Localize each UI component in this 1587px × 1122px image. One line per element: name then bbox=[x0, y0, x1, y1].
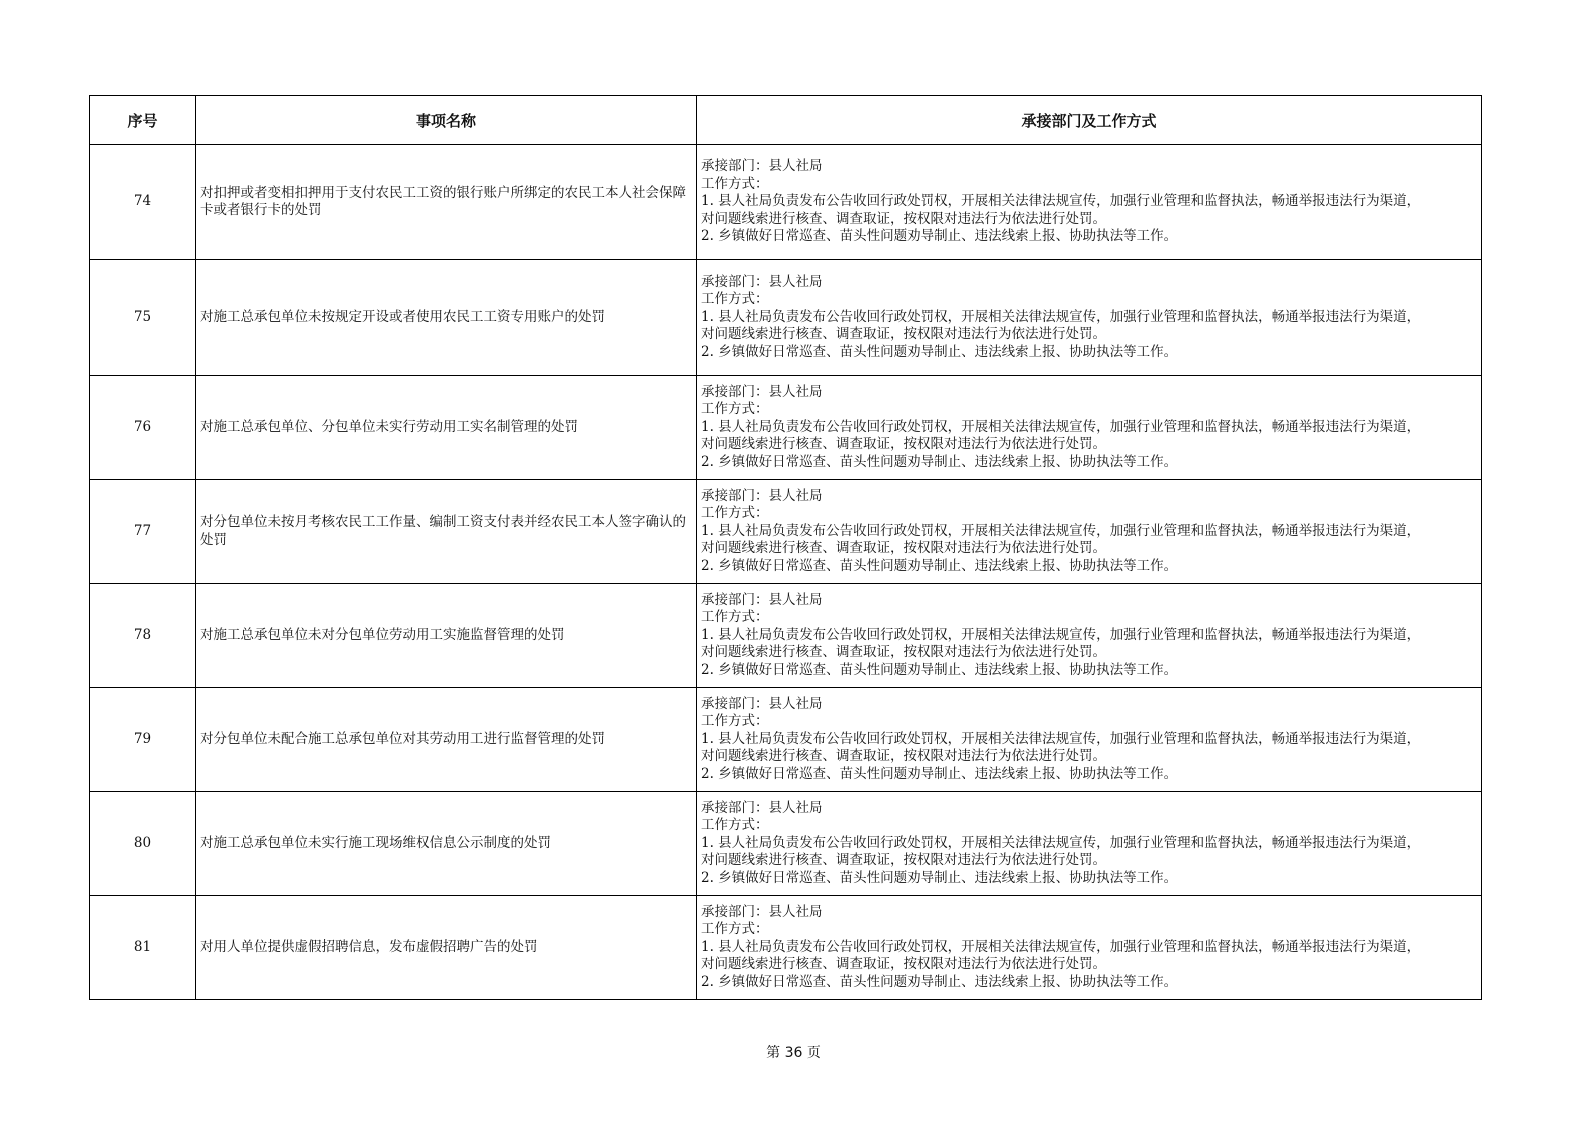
method-label: 工作方式： bbox=[701, 921, 769, 938]
row-matter-name: 对施工总承包单位未实行施工现场维权信息公示制度的处罚 bbox=[196, 792, 697, 896]
method-item-1b: 对问题线索进行核查、调查取证，按权限对违法行为依法进行处罚。 bbox=[701, 852, 1106, 869]
row-dept-method bbox=[697, 376, 1482, 480]
method-item-1a: 1. 县人社局负责发布公告收回行政处罚权，开展相关法律法规宣传，加强行业管理和监督执法，畅通举报违法行为渠道， bbox=[701, 193, 1421, 210]
method-item-2: 2. 乡镇做好日常巡查、苗头性问题劝导制止、违法线索上报、协助执法等工作。 bbox=[701, 765, 1178, 782]
method-item-2: 2. 乡镇做好日常巡查、苗头性问题劝导制止、违法线索上报、协助执法等工作。 bbox=[701, 661, 1178, 678]
method-item-1a: 1. 县人社局负责发布公告收回行政处罚权，开展相关法律法规宣传，加强行业管理和监督执法，畅通举报违法行为渠道， bbox=[701, 834, 1421, 851]
method-item-2: 2. 乡镇做好日常巡查、苗头性问题劝导制止、违法线索上报、协助执法等工作。 bbox=[701, 557, 1178, 574]
row-dept-method bbox=[697, 688, 1482, 792]
table-row bbox=[90, 260, 1482, 376]
method-item-1a: 1. 县人社局负责发布公告收回行政处罚权，开展相关法律法规宣传，加强行业管理和监督执法，畅通举报违法行为渠道， bbox=[701, 730, 1421, 747]
table-row bbox=[90, 584, 1482, 688]
method-item-1b: 对问题线索进行核查、调查取证，按权限对违法行为依法进行处罚。 bbox=[701, 956, 1106, 973]
header-matter-name: 事项名称 bbox=[196, 96, 697, 145]
method-item-2: 2. 乡镇做好日常巡查、苗头性问题劝导制止、违法线索上报、协助执法等工作。 bbox=[701, 343, 1178, 360]
row-seq: 81 bbox=[90, 896, 196, 1000]
row-matter-name: 对施工总承包单位未对分包单位劳动用工实施监督管理的处罚 bbox=[196, 584, 697, 688]
row-matter-name: 对扣押或者变相扣押用于支付农民工工资的银行账户所绑定的农民工本人社会保障卡或者银行卡的处罚 bbox=[196, 145, 697, 260]
table-header-row bbox=[90, 96, 1482, 145]
dept-label: 承接部门：县人社局 bbox=[701, 383, 823, 400]
method-label: 工作方式： bbox=[701, 291, 769, 308]
row-seq: 80 bbox=[90, 792, 196, 896]
method-label: 工作方式： bbox=[701, 505, 769, 522]
method-item-1a: 1. 县人社局负责发布公告收回行政处罚权，开展相关法律法规宣传，加强行业管理和监督执法，畅通举报违法行为渠道， bbox=[701, 308, 1421, 325]
row-seq: 79 bbox=[90, 688, 196, 792]
table-row bbox=[90, 896, 1482, 1000]
row-matter-name: 对施工总承包单位未按规定开设或者使用农民工工资专用账户的处罚 bbox=[196, 260, 697, 376]
row-dept-method bbox=[697, 584, 1482, 688]
dept-label: 承接部门：县人社局 bbox=[701, 695, 823, 712]
method-item-1a: 1. 县人社局负责发布公告收回行政处罚权，开展相关法律法规宣传，加强行业管理和监督执法，畅通举报违法行为渠道， bbox=[701, 418, 1421, 435]
row-matter-name: 对用人单位提供虚假招聘信息，发布虚假招聘广告的处罚 bbox=[196, 896, 697, 1000]
method-item-1b: 对问题线索进行核查、调查取证，按权限对违法行为依法进行处罚。 bbox=[701, 326, 1106, 343]
header-seq: 序号 bbox=[90, 96, 196, 145]
method-label: 工作方式： bbox=[701, 609, 769, 626]
table-row bbox=[90, 480, 1482, 584]
dept-label: 承接部门：县人社局 bbox=[701, 591, 823, 608]
method-label: 工作方式： bbox=[701, 401, 769, 418]
method-item-1a: 1. 县人社局负责发布公告收回行政处罚权，开展相关法律法规宣传，加强行业管理和监督执法，畅通举报违法行为渠道， bbox=[701, 938, 1421, 955]
method-label: 工作方式： bbox=[701, 175, 769, 192]
dept-label: 承接部门：县人社局 bbox=[701, 487, 823, 504]
dept-label: 承接部门：县人社局 bbox=[701, 158, 823, 175]
table-row bbox=[90, 376, 1482, 480]
method-label: 工作方式： bbox=[701, 713, 769, 730]
method-item-2: 2. 乡镇做好日常巡查、苗头性问题劝导制止、违法线索上报、协助执法等工作。 bbox=[701, 228, 1178, 245]
row-matter-name: 对分包单位未按月考核农民工工作量、编制工资支付表并经农民工本人签字确认的处罚 bbox=[196, 480, 697, 584]
row-matter-name: 对施工总承包单位、分包单位未实行劳动用工实名制管理的处罚 bbox=[196, 376, 697, 480]
table-row bbox=[90, 145, 1482, 260]
row-seq: 78 bbox=[90, 584, 196, 688]
row-seq: 75 bbox=[90, 260, 196, 376]
row-seq: 74 bbox=[90, 145, 196, 260]
page-number: 第 36 页 bbox=[766, 1045, 821, 1061]
method-item-2: 2. 乡镇做好日常巡查、苗头性问题劝导制止、违法线索上报、协助执法等工作。 bbox=[701, 453, 1178, 470]
method-item-1a: 1. 县人社局负责发布公告收回行政处罚权，开展相关法律法规宣传，加强行业管理和监督执法，畅通举报违法行为渠道， bbox=[701, 522, 1421, 539]
row-dept-method bbox=[697, 480, 1482, 584]
method-item-1b: 对问题线索进行核查、调查取证，按权限对违法行为依法进行处罚。 bbox=[701, 436, 1106, 453]
row-matter-name: 对分包单位未配合施工总承包单位对其劳动用工进行监督管理的处罚 bbox=[196, 688, 697, 792]
header-dept-method: 承接部门及工作方式 bbox=[697, 96, 1482, 145]
method-item-1b: 对问题线索进行核查、调查取证，按权限对违法行为依法进行处罚。 bbox=[701, 644, 1106, 661]
method-item-2: 2. 乡镇做好日常巡查、苗头性问题劝导制止、违法线索上报、协助执法等工作。 bbox=[701, 973, 1178, 990]
method-item-2: 2. 乡镇做好日常巡查、苗头性问题劝导制止、违法线索上报、协助执法等工作。 bbox=[701, 869, 1178, 886]
row-dept-method bbox=[697, 145, 1482, 260]
dept-label: 承接部门：县人社局 bbox=[701, 273, 823, 290]
method-item-1b: 对问题线索进行核查、调查取证，按权限对违法行为依法进行处罚。 bbox=[701, 210, 1106, 227]
dept-label: 承接部门：县人社局 bbox=[701, 903, 823, 920]
table-row bbox=[90, 688, 1482, 792]
table-row bbox=[90, 792, 1482, 896]
row-dept-method bbox=[697, 792, 1482, 896]
method-item-1a: 1. 县人社局负责发布公告收回行政处罚权，开展相关法律法规宣传，加强行业管理和监督执法，畅通举报违法行为渠道， bbox=[701, 626, 1421, 643]
row-dept-method bbox=[697, 260, 1482, 376]
row-seq: 76 bbox=[90, 376, 196, 480]
row-seq: 77 bbox=[90, 480, 196, 584]
method-item-1b: 对问题线索进行核查、调查取证，按权限对违法行为依法进行处罚。 bbox=[701, 540, 1106, 557]
matters-table bbox=[89, 95, 1482, 1000]
row-dept-method bbox=[697, 896, 1482, 1000]
method-item-1b: 对问题线索进行核查、调查取证，按权限对违法行为依法进行处罚。 bbox=[701, 748, 1106, 765]
method-label: 工作方式： bbox=[701, 817, 769, 834]
dept-label: 承接部门：县人社局 bbox=[701, 799, 823, 816]
